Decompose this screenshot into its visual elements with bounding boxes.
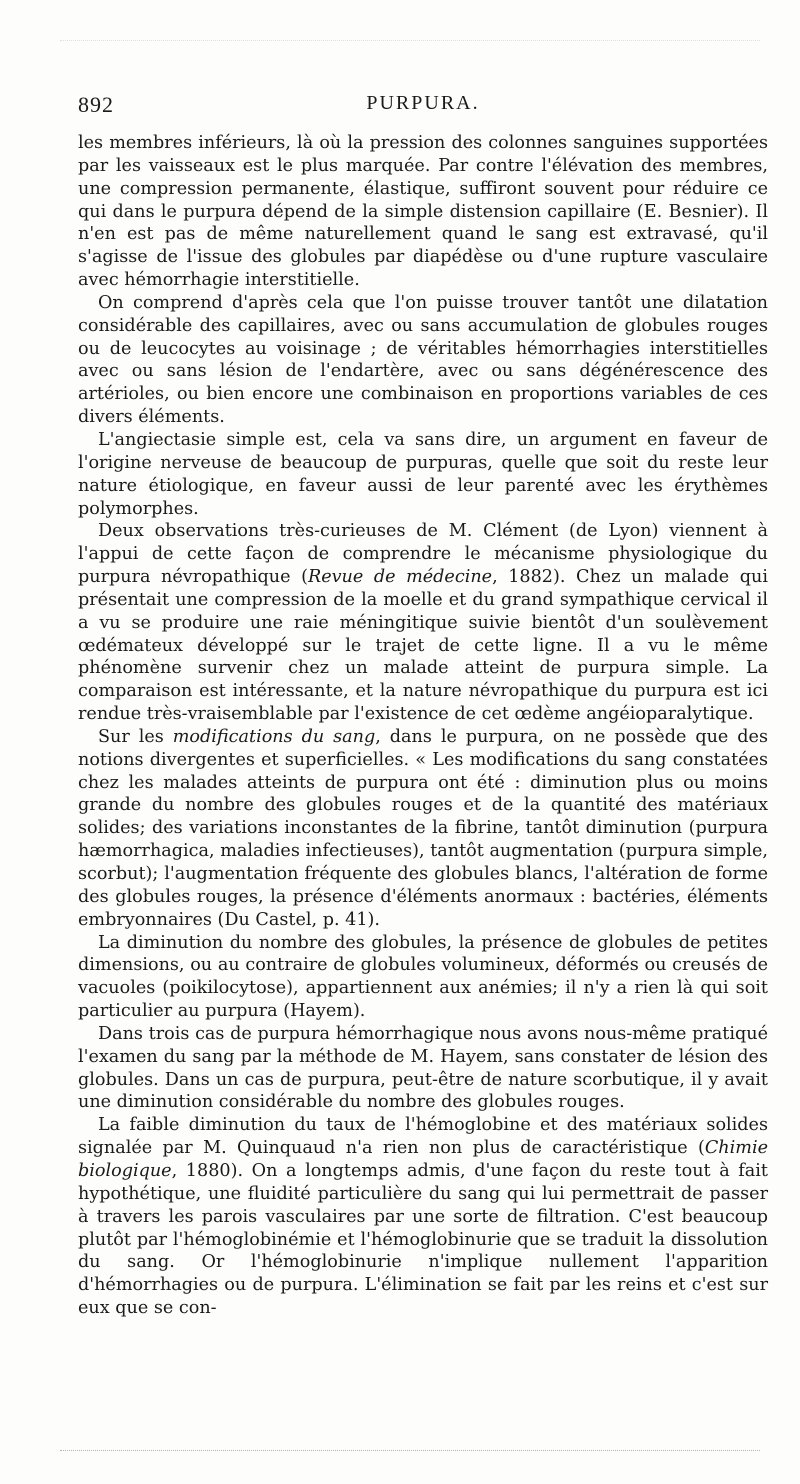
paragraph [78,1114,768,1320]
paragraph-text: Deux observations très-curieuses de M. Clément (de Lyon) viennent à l'appui de cette façon de comprendre le mécanisme physiologique du purpura névropathique ( [78,521,768,588]
italic-text: modifications du sang [172,726,376,747]
paragraph-text: , 1880). On a longtemps admis, d'une façon du reste tout à fait hypothétique, une fluidité particulière du sang qui lui permettrait de passer à travers les parois vasculaires par une sorte de filtration. C'est beaucoup plutôt par l'hémoglobinémie et l'hémoglobinurie que se traduit la dissolution du sang. Or l'hémoglobinurie n'implique nullement l'apparition d'hémorrhagies ou de purpura. L'élimination se fait par les reins et c'est sur eux que se con- [78,1160,768,1319]
paragraph [78,932,768,1023]
running-title: PURPURA. [366,92,480,114]
paragraph [78,1023,768,1114]
paragraph-text: La diminution du nombre des globules, la présence de globules de petites dimensions, ou au contraire de globules volumineux, déformés ou creusés de vacuoles (poikilocytose), appartiennent aux anémies; il n'y a rien là qui soit particulier au purpura (Hayem). [78,932,768,1022]
italic-text: Revue de médecine [307,567,493,588]
paragraph [78,292,768,429]
paragraph-text: , dans le purpura, on ne possède que des notions divergentes et superficielles. « Les modifications du sang constatées chez les malades atteints de purpura ont été : diminution plus ou moins grande du nombre des globules rouges et de la quantité des matériaux solides; des variations inconstantes de la fibrine, tantôt diminution (purpura hæmorrhagica, maladies infectieuses), tantôt augmentation (purpura simple, scorbut); l'augmentation fréquente des globules blancs, l'altération de forme des globules rouges, la présence d'éléments anormaux : bactéries, éléments embryonnaires (Du Castel, p. 41). [78,726,768,930]
book-page [78,92,768,1320]
paragraph-text: On comprend d'après cela que l'on puisse trouver tantôt une dilatation considérable des capillaires, avec ou sans accumulation de globules rouges ou de leucocytes au voisinage ; de véritables hémorrhagies interstitielles avec ou sans lésion de l'endartère, avec ou sans dégénérescence des artérioles, ou bien encore une combinaison en proportions variables de ces divers éléments. [78,292,768,428]
page-header [78,92,768,132]
paragraph-text: Dans trois cas de purpura hémorrhagique nous avons nous-même pratiqué l'examen du sang par la méthode de M. Hayem, sans constater de lésion des globules. Dans un cas de purpura, peut-être de nature scorbutique, il y avait une diminution considérable du nombre des globules rouges. [78,1023,768,1113]
body-text [78,132,768,1320]
paragraph [78,429,768,520]
paragraph-text: Sur les [98,726,173,747]
scan-artifact-bottom [60,1450,760,1451]
page-number: 892 [78,92,114,117]
paragraph-text: La faible diminution du taux de l'hémoglobine et des matériaux solides signalée par M. Quinquaud n'a rien non plus de caractéristique ( [78,1115,768,1159]
paragraph [78,132,768,292]
scan-artifact-top [60,40,760,41]
paragraph [78,726,768,932]
paragraph-text: L'angiectasie simple est, cela va sans dire, un argument en faveur de l'origine nerveuse de beaucoup de purpuras, quelle que soit du reste leur nature étiologique, en faveur aussi de leur parenté avec les érythèmes polymorphes. [78,429,768,519]
paragraph-text: les membres inférieurs, là où la pression des colonnes sanguines supportées par les vaisseaux est le plus marquée. Par contre l'élévation des membres, une compression permanente, élastique, suffiront souvent pour réduire ce qui dans le purpura dépend de la simple distension capillaire (E. Besnier). Il n'en est pas de même naturellement quand le sang est extravasé, qu'il s'agisse de l'issue des globules par diapédèse ou d'une rupture vasculaire avec hémorrhagie interstitielle. [78,133,768,291]
paragraph [78,520,768,726]
paragraph-text: , 1882). Chez un malade qui présentait une compression de la moelle et du grand sympathique cervical il a vu se produire une raie méningitique suivie bientôt d'un soulèvement œdémateux développé sur le trajet de cette ligne. Il a vu le même phénomène survenir chez un malade atteint de purpura simple. La comparaison est intéressante, et la nature névropathique du purpura est ici rendue très-vraisemblable par l'existence de cet œdème angéioparalytique. [78,567,768,725]
italic-text: Chimie biologique [78,1138,768,1181]
